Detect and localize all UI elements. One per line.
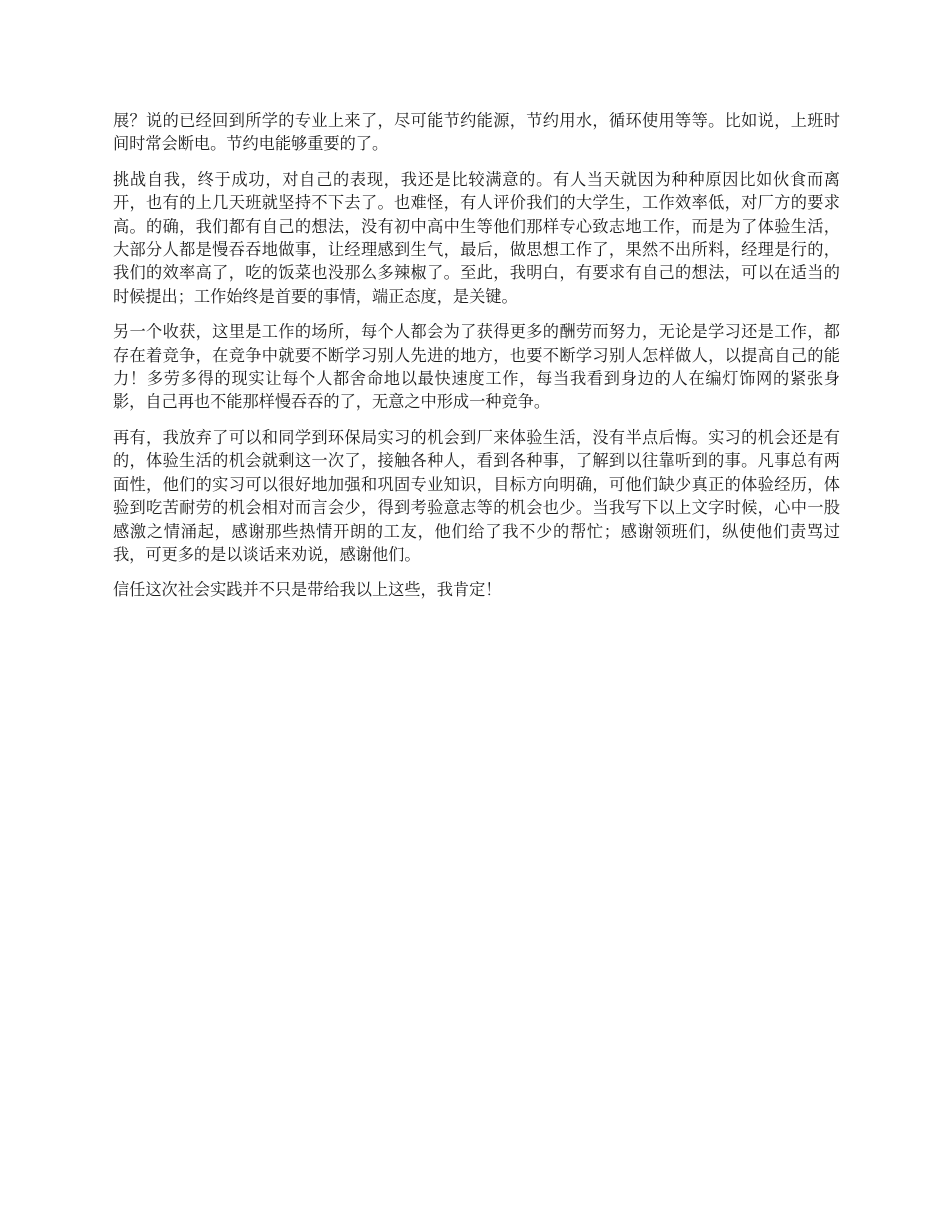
paragraph-2: 挑战自我，终于成功，对自己的表现，我还是比较满意的。有人当天就因为种种原因比如伙食而离开，也有的上几天班就坚持不下去了。也难怪，有人评价我们的大学生，工作效率低，对厂方的要求高。的确，我们都有自己的想法，没有初中高中生等他们那样专心致志地工作，而是为了体验生活，大部分人都是慢吞吞地做事，让经理感到生气，最后，做思想工作了，果然不出所料，经理是行的，我们的效率高了，吃的饭菜也没那么多辣椒了。至此，我明白，有要求有自己的想法，可以在适当的时候提出；工作始终是首要的事情，端正态度，是关键。 xyxy=(113,169,840,306)
document-body xyxy=(113,109,840,614)
paragraph-4: 再有，我放弃了可以和同学到环保局实习的机会到厂来体验生活，没有半点后悔。实习的机会还是有的，体验生活的机会就剩这一次了，接触各种人，看到各种事，了解到以往靠听到的事。凡事总有两面性，他们的实习可以很好地加强和巩固专业知识，目标方向明确，可他们缺少真正的体验经历，体验到吃苦耐劳的机会相对而言会少，得到考验意志等的机会也少。当我写下以上文字时候，心中一股感激之情涌起，感谢那些热情开朗的工友，他们给了我不少的帮忙；感谢领班们，纵使他们责骂过我，可更多的是以谈话来劝说，感谢他们。 xyxy=(113,427,840,564)
paragraph-1: 展？说的已经回到所学的专业上来了，尽可能节约能源，节约用水，循环使用等等。比如说，上班时间时常会断电。节约电能够重要的了。 xyxy=(113,111,840,154)
paragraph-5: 信任这次社会实践并不只是带给我以上这些，我肯定！ xyxy=(113,580,502,600)
paragraph-3: 另一个收获，这里是工作的场所，每个人都会为了获得更多的酬劳而努力，无论是学习还是工作，都存在着竞争，在竞争中就要不断学习别人先进的地方，也要不断学习别人怎样做人，以提高自己的能力！多劳多得的现实让每个人都舍命地以最快速度工作，每当我看到身边的人在编灯饰网的紧张身影，自己再也不能那样慢吞吞的了，无意之中形成一种竞争。 xyxy=(113,322,840,412)
